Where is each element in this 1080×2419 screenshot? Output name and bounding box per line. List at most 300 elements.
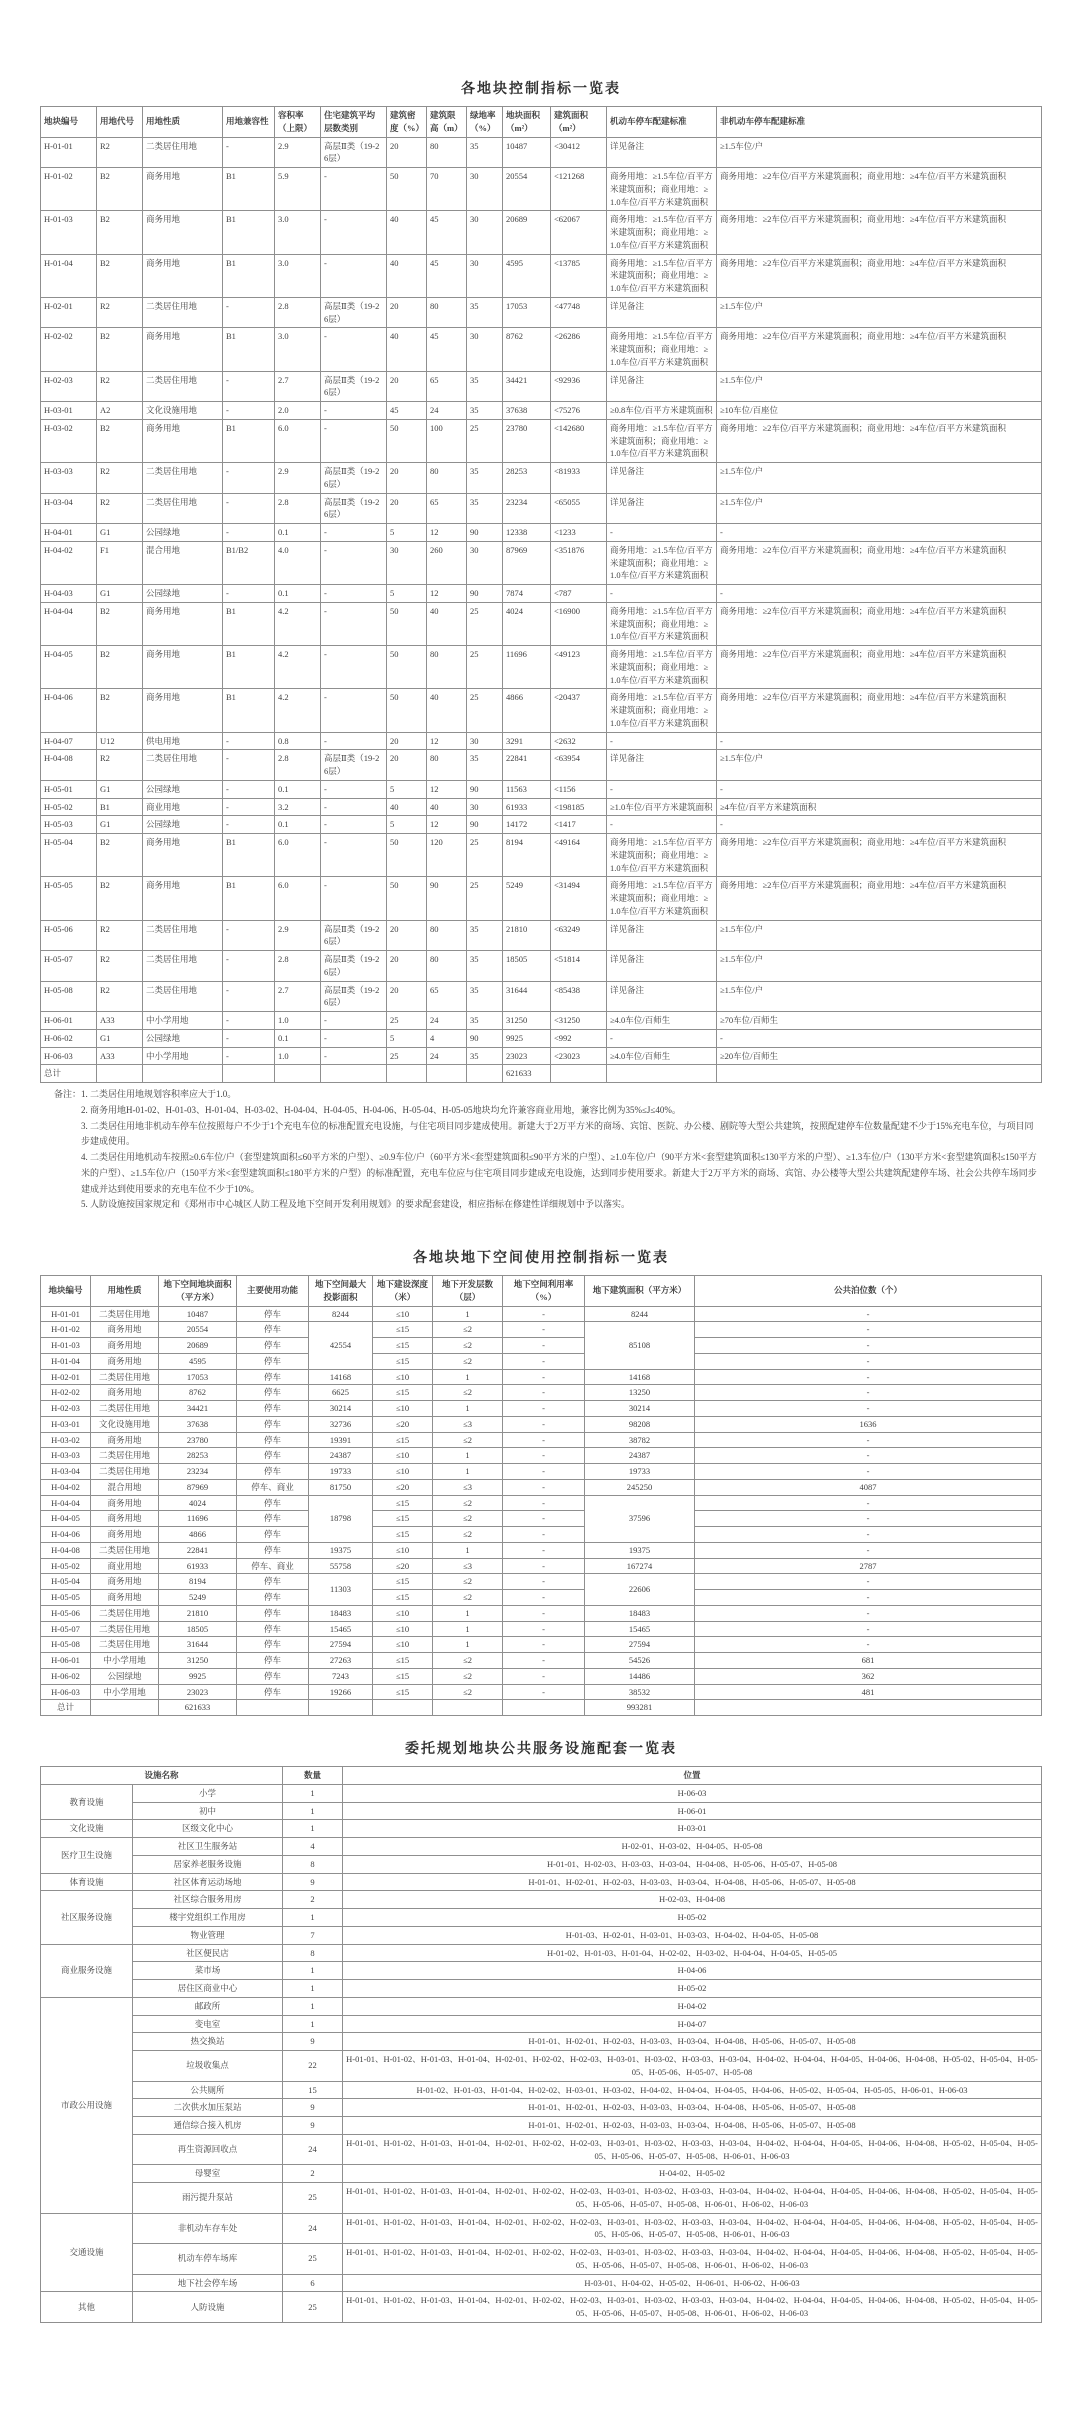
table-row <box>41 2165 1042 2183</box>
column-header: 地块编号 <box>41 1276 91 1307</box>
table-cell: 30 <box>467 328 503 371</box>
table-cell: 二类居住用地 <box>143 371 223 402</box>
table-cell: 二类居住用地 <box>91 1637 159 1653</box>
table-cell: 21810 <box>503 920 551 951</box>
table-row <box>41 2015 1042 2033</box>
table-cell: - <box>321 254 387 297</box>
table-cell: 停车 <box>237 1432 309 1448</box>
table-row <box>41 1909 1042 1927</box>
table-row <box>41 1542 1042 1558</box>
table-cell: 停车 <box>237 1416 309 1432</box>
table-cell: 中小学用地 <box>91 1653 159 1669</box>
table-cell: ≤15 <box>373 1385 433 1401</box>
table-cell: 商务用地：≥2车位/百平方米建筑面积；商业用地：≥4车位/百平方米建筑面积 <box>717 328 1042 371</box>
table-cell: 1 <box>433 1306 503 1322</box>
table-cell: 90 <box>467 780 503 798</box>
table-cell: - <box>223 585 275 603</box>
table-cell: 4595 <box>159 1353 237 1369</box>
table-cell: 30 <box>467 211 503 254</box>
table-cell: 14172 <box>503 816 551 834</box>
column-header: 住宅建筑平均层数类别 <box>321 107 387 138</box>
table-cell: - <box>223 137 275 168</box>
table-cell: 文化设施用地 <box>91 1416 159 1432</box>
table-row <box>41 798 1042 816</box>
table-cell: 1 <box>283 2015 343 2033</box>
table-cell: ≥1.5车位/户 <box>717 137 1042 168</box>
table-cell: 24 <box>283 2134 343 2165</box>
table-cell: ≤2 <box>433 1684 503 1700</box>
table-cell: 38782 <box>585 1432 695 1448</box>
table-cell: B1 <box>223 254 275 297</box>
table-cell: 22606 <box>585 1574 695 1606</box>
table-cell: - <box>717 524 1042 542</box>
table-cell: 9 <box>283 2117 343 2135</box>
table-cell: H-04-05 <box>41 646 97 689</box>
table-cell: 二类居住用地 <box>91 1542 159 1558</box>
table-cell: - <box>321 834 387 877</box>
table-cell: 31250 <box>159 1653 237 1669</box>
column-header: 地下开发层数（层） <box>433 1276 503 1307</box>
table-cell: 42554 <box>309 1322 373 1369</box>
table-cell: 商务用地：≥2车位/百平方米建筑面积；商业用地：≥4车位/百平方米建筑面积 <box>717 254 1042 297</box>
column-header: 主要使用功能 <box>237 1276 309 1307</box>
table-cell: H-01-02、H-01-03、H-01-04、H-02-02、H-03-02、H-04-04、H-04-05、H-05-05 <box>343 1944 1042 1962</box>
table-cell: 20689 <box>503 211 551 254</box>
table-cell: 45 <box>427 211 467 254</box>
table-cell: - <box>503 1574 585 1590</box>
table-cell <box>387 1065 427 1083</box>
table-row <box>41 541 1042 584</box>
table-cell: 5 <box>387 816 427 834</box>
table-cell: 通信综合接入机房 <box>133 2117 283 2135</box>
table-cell: G1 <box>97 524 143 542</box>
table-row <box>41 689 1042 732</box>
table-cell: 停车 <box>237 1464 309 1480</box>
table-cell: 80 <box>427 920 467 951</box>
table-cell: 20 <box>387 750 427 781</box>
table-cell: - <box>321 602 387 645</box>
table-cell: <16900 <box>551 602 607 645</box>
table-cell: 高层Ⅱ类（19-26层） <box>321 371 387 402</box>
table-row <box>41 2183 1042 2214</box>
table-cell: - <box>503 1432 585 1448</box>
table-cell: 1 <box>283 1997 343 2015</box>
table-cell: 商务用地 <box>143 168 223 211</box>
table-cell: 商务用地：≥2车位/百平方米建筑面积；商业用地：≥4车位/百平方米建筑面积 <box>717 877 1042 920</box>
table-cell: - <box>321 168 387 211</box>
table-cell: 详见备注 <box>607 297 717 328</box>
table-cell: - <box>321 1012 387 1030</box>
table-cell: - <box>321 689 387 732</box>
table-cell: 商务用地 <box>91 1590 159 1606</box>
table-cell: - <box>503 1448 585 1464</box>
table-cell: B2 <box>97 211 143 254</box>
table-cell: 50 <box>387 646 427 689</box>
table-cell: B1 <box>223 689 275 732</box>
table-cell: - <box>607 732 717 750</box>
table-cell: 30 <box>467 168 503 211</box>
parcel-control-indicators-table <box>40 106 1042 1083</box>
table-row <box>41 2033 1042 2051</box>
table-cell: - <box>695 1605 1042 1621</box>
table-cell: B2 <box>97 254 143 297</box>
table-cell <box>223 1065 275 1083</box>
table-cell: - <box>607 780 717 798</box>
table-cell: - <box>695 1432 1042 1448</box>
table-cell: B1 <box>97 798 143 816</box>
table-cell: 30214 <box>585 1401 695 1417</box>
table-cell: 40 <box>387 328 427 371</box>
table-cell: 3.2 <box>275 798 321 816</box>
table-cell: 24 <box>283 2213 343 2244</box>
table-cell: H-01-02 <box>41 168 97 211</box>
table-cell: 8244 <box>309 1306 373 1322</box>
table-cell: H-04-06 <box>41 1527 91 1543</box>
table-row <box>41 328 1042 371</box>
table-cell: 90 <box>467 524 503 542</box>
table-cell: 停车 <box>237 1605 309 1621</box>
table-cell: 40 <box>427 602 467 645</box>
note-item: 2. 商务用地H-01-02、H-01-03、H-01-04、H-03-02、H-04-04、H-04-05、H-04-06、H-05-04、H-05-05地块均允许兼容商业用地，兼容比例为35%≤J≤40%。 <box>81 1104 681 1115</box>
table-cell: A33 <box>97 1047 143 1065</box>
table-cell: 70 <box>427 168 467 211</box>
table-row <box>41 211 1042 254</box>
table-cell: H-02-01 <box>41 297 97 328</box>
table-cell: 2.9 <box>275 920 321 951</box>
table-cell: ≤20 <box>373 1558 433 1574</box>
table-row <box>41 1338 1042 1354</box>
table-cell: ≤10 <box>373 1369 433 1385</box>
table-cell: 居家养老服务设施 <box>133 1855 283 1873</box>
table-cell: <31494 <box>551 877 607 920</box>
table-cell: <92936 <box>551 371 607 402</box>
table-cell: 1636 <box>695 1416 1042 1432</box>
table-cell: 1.0 <box>275 1047 321 1065</box>
table-cell: H-01-01、H-01-02、H-01-03、H-01-04、H-02-01、H-02-02、H-02-03、H-03-01、H-03-02、H-03-03、H-03-04、H-04-02、H-04-04、H-04-05、H-04-06、H-04-08、H-05-02、H-05-04、H-05-05、H-05-06、H-05-07、H-05-08、H-06-01、H-06-03 <box>343 2134 1042 2165</box>
table-cell: - <box>695 1306 1042 1322</box>
table-cell: H-01-01、H-02-01、H-02-03、H-03-03、H-03-04、H-04-08、H-05-06、H-05-07、H-05-08 <box>343 2117 1042 2135</box>
table-cell: 停车 <box>237 1495 309 1511</box>
table-cell: 2.8 <box>275 951 321 982</box>
table-cell: 4 <box>283 1838 343 1856</box>
table-cell: 12 <box>427 816 467 834</box>
table-cell: 0.1 <box>275 816 321 834</box>
table-cell: 社区体育运动场地 <box>133 1873 283 1891</box>
table-cell: - <box>321 1029 387 1047</box>
table-row <box>41 1558 1042 1574</box>
table-cell: ≤2 <box>433 1527 503 1543</box>
table-cell: 23780 <box>159 1432 237 1448</box>
table-row <box>41 732 1042 750</box>
table-cell: 二类居住用地 <box>143 493 223 524</box>
table-cell: 雨污提升泵站 <box>133 2183 283 2214</box>
table-cell: 20 <box>387 137 427 168</box>
table-row <box>41 1479 1042 1495</box>
table-cell: <81933 <box>551 463 607 494</box>
table-cell: 菜市场 <box>133 1962 283 1980</box>
table-cell: 11563 <box>503 780 551 798</box>
table-cell: 2787 <box>695 1558 1042 1574</box>
table-cell: R2 <box>97 297 143 328</box>
table-cell: H-06-02 <box>41 1029 97 1047</box>
table-cell: 18505 <box>503 951 551 982</box>
table-cell: H-03-03 <box>41 463 97 494</box>
table-cell: 3.0 <box>275 328 321 371</box>
table-cell: ≤20 <box>373 1479 433 1495</box>
table-cell: H-01-01、H-01-02、H-01-03、H-01-04、H-02-01、H-02-02、H-02-03、H-03-01、H-03-02、H-03-03、H-03-04、H-04-02、H-04-04、H-04-05、H-04-06、H-04-08、H-05-02、H-05-04、H-05-05、H-05-06、H-05-07、H-05-08 <box>343 2051 1042 2082</box>
table-cell: - <box>503 1511 585 1527</box>
table-cell: 23780 <box>503 419 551 462</box>
table-cell: - <box>321 816 387 834</box>
table-cell: - <box>695 1448 1042 1464</box>
table-cell: 27594 <box>309 1637 373 1653</box>
table-cell: H-05-06 <box>41 920 97 951</box>
table-cell: 25 <box>467 646 503 689</box>
table-cell: ≤10 <box>373 1448 433 1464</box>
table-cell <box>309 1700 373 1716</box>
table-cell: 4.0 <box>275 541 321 584</box>
table-row <box>41 1432 1042 1448</box>
table-cell: H-04-08 <box>41 1542 91 1558</box>
table-cell: G1 <box>97 816 143 834</box>
table-cell: H-01-01 <box>41 1306 91 1322</box>
table-cell: <2632 <box>551 732 607 750</box>
table-cell: - <box>223 371 275 402</box>
table-cell: 物业管理 <box>133 1926 283 1944</box>
table-cell: ≤15 <box>373 1495 433 1511</box>
table-cell: ≥1.5车位/户 <box>717 371 1042 402</box>
table-cell: B2 <box>97 602 143 645</box>
table-cell: - <box>695 1527 1042 1543</box>
table-cell: - <box>695 1369 1042 1385</box>
table-cell: 1 <box>283 1784 343 1802</box>
table-cell: H-01-03 <box>41 211 97 254</box>
table-cell <box>275 1065 321 1083</box>
table-cell: 商务用地：≥2车位/百平方米建筑面积；商业用地：≥4车位/百平方米建筑面积 <box>717 168 1042 211</box>
table-row <box>41 1621 1042 1637</box>
table-cell: 11696 <box>503 646 551 689</box>
table-cell: 混合用地 <box>91 1479 159 1495</box>
table-cell: H-06-01 <box>343 1802 1042 1820</box>
table-cell: 公园绿地 <box>143 816 223 834</box>
table-cell: - <box>695 1511 1042 1527</box>
table-cell: ≥20车位/百师生 <box>717 1047 1042 1065</box>
table-cell: - <box>321 780 387 798</box>
table-cell: <787 <box>551 585 607 603</box>
table-cell: H-03-02 <box>41 1432 91 1448</box>
table-cell: - <box>503 1558 585 1574</box>
table-cell: ≤20 <box>373 1416 433 1432</box>
table-cell: 80 <box>427 646 467 689</box>
column-header: 设施名称 <box>41 1767 283 1785</box>
table-cell: H-05-05 <box>41 1590 91 1606</box>
table-cell: 9 <box>283 2099 343 2117</box>
table-cell: 医疗卫生设施 <box>41 1838 133 1874</box>
table-cell: H-05-02 <box>41 1558 91 1574</box>
table-cell: 25 <box>387 1012 427 1030</box>
table-cell: 小学 <box>133 1784 283 1802</box>
table-cell: H-01-04 <box>41 1353 91 1369</box>
table-cell: 13250 <box>585 1385 695 1401</box>
table-cell: H-06-01 <box>41 1012 97 1030</box>
table-cell: H-04-02、H-05-02 <box>343 2165 1042 2183</box>
table-cell: - <box>223 1029 275 1047</box>
table-row <box>41 1353 1042 1369</box>
table-cell: 高层Ⅱ类（19-26层） <box>321 920 387 951</box>
table-row <box>41 2244 1042 2275</box>
table-cell: 停车 <box>237 1542 309 1558</box>
table-row <box>41 1944 1042 1962</box>
table-row <box>41 419 1042 462</box>
table-cell: - <box>223 750 275 781</box>
table-cell: 地下社会停车场 <box>133 2274 283 2292</box>
table-cell: 30 <box>387 541 427 584</box>
public-service-facilities-table <box>40 1766 1042 2323</box>
table-cell: 混合用地 <box>143 541 223 584</box>
table-cell: 45 <box>387 402 427 420</box>
table-cell: 商务用地 <box>91 1338 159 1354</box>
header-row <box>41 1276 1042 1307</box>
table-cell: 商务用地 <box>143 834 223 877</box>
table-cell: 23234 <box>159 1464 237 1480</box>
table-row <box>41 254 1042 297</box>
table-cell: 商务用地：≥1.5车位/百平方米建筑面积；商业用地：≥1.0车位/百平方米建筑面积 <box>607 602 717 645</box>
table-cell: - <box>503 1464 585 1480</box>
table-cell: - <box>223 1047 275 1065</box>
table-cell: B1 <box>223 646 275 689</box>
table-cell: 二类居住用地 <box>91 1605 159 1621</box>
table-cell: 621633 <box>159 1700 237 1716</box>
table-cell <box>717 1065 1042 1083</box>
table-cell: 商务用地：≥2车位/百平方米建筑面积；商业用地：≥4车位/百平方米建筑面积 <box>717 419 1042 462</box>
table-cell: - <box>223 402 275 420</box>
table-cell: 18798 <box>309 1495 373 1542</box>
table-row <box>41 780 1042 798</box>
table-cell: 商业服务设施 <box>41 1944 133 1997</box>
table-cell: <142680 <box>551 419 607 462</box>
table-row <box>41 137 1042 168</box>
header-row <box>41 107 1042 138</box>
table-cell: 90 <box>427 877 467 920</box>
table-cell: 20554 <box>159 1322 237 1338</box>
table-cell: 高层Ⅱ类（19-26层） <box>321 463 387 494</box>
table-row <box>41 1838 1042 1856</box>
table-cell: ≤2 <box>433 1322 503 1338</box>
table-cell: 详见备注 <box>607 493 717 524</box>
table-cell: <49164 <box>551 834 607 877</box>
table-row <box>41 981 1042 1012</box>
table-cell: 18483 <box>309 1605 373 1621</box>
notes-list <box>81 1087 1039 1213</box>
table-cell: 2 <box>283 2165 343 2183</box>
table-cell: 27594 <box>585 1637 695 1653</box>
table-cell: ≤15 <box>373 1653 433 1669</box>
table-cell: 商务用地：≥2车位/百平方米建筑面积；商业用地：≥4车位/百平方米建筑面积 <box>717 211 1042 254</box>
table-cell: 17053 <box>159 1369 237 1385</box>
table-cell: 二类居住用地 <box>91 1369 159 1385</box>
table-cell: 20 <box>387 732 427 750</box>
table-cell: 35 <box>467 1047 503 1065</box>
table-cell: 社区服务设施 <box>41 1891 133 1944</box>
table-cell: 商务用地：≥1.5车位/百平方米建筑面积；商业用地：≥1.0车位/百平方米建筑面积 <box>607 254 717 297</box>
table-cell: 35 <box>467 1012 503 1030</box>
table-cell: 18483 <box>585 1605 695 1621</box>
table-cell: - <box>503 1495 585 1511</box>
table-cell: 14168 <box>309 1369 373 1385</box>
table-cell: - <box>717 1029 1042 1047</box>
table-cell: 5 <box>387 585 427 603</box>
column-header: 地下空间最大投影面积 <box>309 1276 373 1307</box>
table-cell: 2.9 <box>275 137 321 168</box>
table-cell: ≥1.0车位/百平方米建筑面积 <box>607 798 717 816</box>
table-cell: 1 <box>433 1401 503 1417</box>
table-cell: 7 <box>283 1926 343 1944</box>
table-cell: - <box>223 780 275 798</box>
table-cell: H-03-01、H-04-02、H-05-02、H-06-01、H-06-02、H-06-03 <box>343 2274 1042 2292</box>
table-cell: 25 <box>467 689 503 732</box>
table-cell: - <box>695 1574 1042 1590</box>
table-cell: <1233 <box>551 524 607 542</box>
table-cell: 商务用地：≥2车位/百平方米建筑面积；商业用地：≥4车位/百平方米建筑面积 <box>717 646 1042 689</box>
table-cell: 24 <box>427 1047 467 1065</box>
table-cell: 81750 <box>309 1479 373 1495</box>
table-cell: 8244 <box>585 1306 695 1322</box>
table-cell: 25 <box>283 2244 343 2275</box>
table-cell: 商务用地：≥2车位/百平方米建筑面积；商业用地：≥4车位/百平方米建筑面积 <box>717 834 1042 877</box>
table-cell: 25 <box>467 419 503 462</box>
table-cell: ≤15 <box>373 1574 433 1590</box>
table-cell: H-02-03 <box>41 1401 91 1417</box>
table-cell: 商务用地：≥1.5车位/百平方米建筑面积；商业用地：≥1.0车位/百平方米建筑面积 <box>607 877 717 920</box>
table-cell: - <box>223 816 275 834</box>
table-cell: <20437 <box>551 689 607 732</box>
table-cell: 681 <box>695 1653 1042 1669</box>
table-cell: <1156 <box>551 780 607 798</box>
table-cell: 362 <box>695 1668 1042 1684</box>
table-row <box>41 1448 1042 1464</box>
table-cell: 商务用地：≥1.5车位/百平方米建筑面积；商业用地：≥1.0车位/百平方米建筑面积 <box>607 689 717 732</box>
table-cell: B1 <box>223 834 275 877</box>
table-row <box>41 1574 1042 1590</box>
table-cell: 40 <box>387 798 427 816</box>
table-cell: B1 <box>223 211 275 254</box>
table-cell: 28253 <box>503 463 551 494</box>
table1-notes <box>54 1087 1039 1213</box>
table-cell: 1 <box>283 1820 343 1838</box>
table-cell: B2 <box>97 646 143 689</box>
table-cell: 教育设施 <box>41 1784 133 1820</box>
table-row <box>41 750 1042 781</box>
table-row <box>41 877 1042 920</box>
table-cell: 商务用地 <box>91 1511 159 1527</box>
table-cell: ≤10 <box>373 1306 433 1322</box>
table-cell: <31250 <box>551 1012 607 1030</box>
table-cell: - <box>321 419 387 462</box>
table-cell: 8 <box>283 1855 343 1873</box>
table-cell: ≤10 <box>373 1621 433 1637</box>
table-cell: - <box>503 1542 585 1558</box>
table-cell: 19733 <box>585 1464 695 1480</box>
table-cell: 0.1 <box>275 780 321 798</box>
table-cell: 详见备注 <box>607 137 717 168</box>
table-cell: 交通设施 <box>41 2213 133 2292</box>
table-cell: 20689 <box>159 1338 237 1354</box>
table-cell: ≥4.0车位/百师生 <box>607 1012 717 1030</box>
table-cell: <351876 <box>551 541 607 584</box>
table-cell: 24387 <box>309 1448 373 1464</box>
table-cell: - <box>223 798 275 816</box>
table-cell: H-05-08 <box>41 1637 91 1653</box>
